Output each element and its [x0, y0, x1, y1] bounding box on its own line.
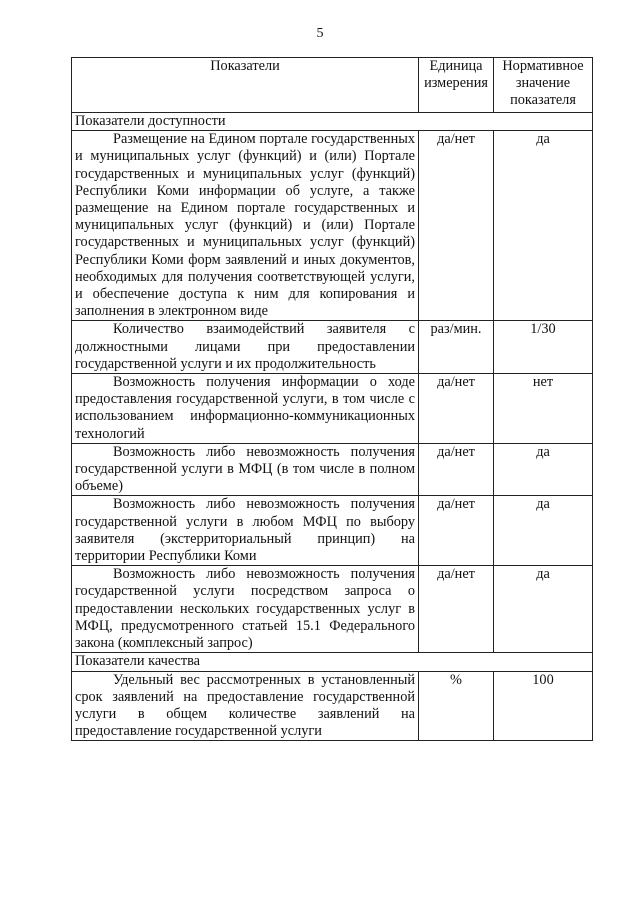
indicator-text: Возможность либо невозможность получения государственной услуги посредством запроса о предоставлении нескольких государственных услуг в МФЦ, предусмотренного статьей 15.1 Федерального закона (комплексный запрос) — [72, 566, 419, 653]
indicator-unit: да/нет — [419, 566, 494, 653]
indicator-unit: да/нет — [419, 443, 494, 496]
header-indicators: Показатели — [72, 58, 419, 113]
indicator-value: 100 — [494, 671, 593, 741]
indicator-value: 1/30 — [494, 321, 593, 374]
section-title: Показатели доступности — [72, 113, 593, 131]
indicator-text: Количество взаимодействий заявителя с должностными лицами при предоставлении государственной услуги и их продолжительность — [72, 321, 419, 374]
table-row — [72, 566, 593, 653]
header-unit: Единица измерения — [419, 58, 494, 113]
indicator-unit: да/нет — [419, 374, 494, 444]
indicator-value: да — [494, 496, 593, 566]
table-row — [72, 443, 593, 496]
indicator-text: Удельный вес рассмотренных в установленный срок заявлений на предоставление государственной услуги в общем количестве заявлений на предоставление государственной услуги — [72, 671, 419, 741]
indicator-unit: да/нет — [419, 131, 494, 321]
indicator-value: да — [494, 566, 593, 653]
indicator-value: нет — [494, 374, 593, 444]
indicator-unit: % — [419, 671, 494, 741]
table-row — [72, 131, 593, 321]
indicator-value: да — [494, 131, 593, 321]
indicator-text: Возможность получения информации о ходе предоставления государственной услуги, в том числе с использованием информационно-коммуникационных технологий — [72, 374, 419, 444]
indicators-table — [71, 57, 593, 741]
section-row-quality — [72, 653, 593, 671]
page-number: 5 — [316, 26, 324, 41]
indicator-unit: да/нет — [419, 496, 494, 566]
indicator-text: Размещение на Едином портале государственных и муниципальных услуг (функций) и (или) Портале государственных и муниципальных услуг (функций) Республики Коми информации об услуге, а также размещение на Едином портале государственных и муниципальных услуг (функций) и (или) Портале государственных и муниципальных услуг (функций) Республики Коми форм заявлений и иных документов, необходимых для получения соответствующей услуги, и обеспечение доступа к ним для копирования и заполнения в электронном виде — [72, 131, 419, 321]
indicator-text: Возможность либо невозможность получения государственной услуги в МФЦ (в том числе в полном объеме) — [72, 443, 419, 496]
section-title: Показатели качества — [72, 653, 593, 671]
indicator-value: да — [494, 443, 593, 496]
table-row — [72, 374, 593, 444]
table-row — [72, 321, 593, 374]
indicator-unit: раз/мин. — [419, 321, 494, 374]
indicator-text: Возможность либо невозможность получения государственной услуги в любом МФЦ по выбору заявителя (экстерриториальный принцип) на территории Республики Коми — [72, 496, 419, 566]
table-row — [72, 496, 593, 566]
table-row — [72, 671, 593, 741]
header-norm-value: Нормативное значение показателя — [494, 58, 593, 113]
section-row-availability — [72, 113, 593, 131]
table-header-row — [72, 58, 593, 113]
